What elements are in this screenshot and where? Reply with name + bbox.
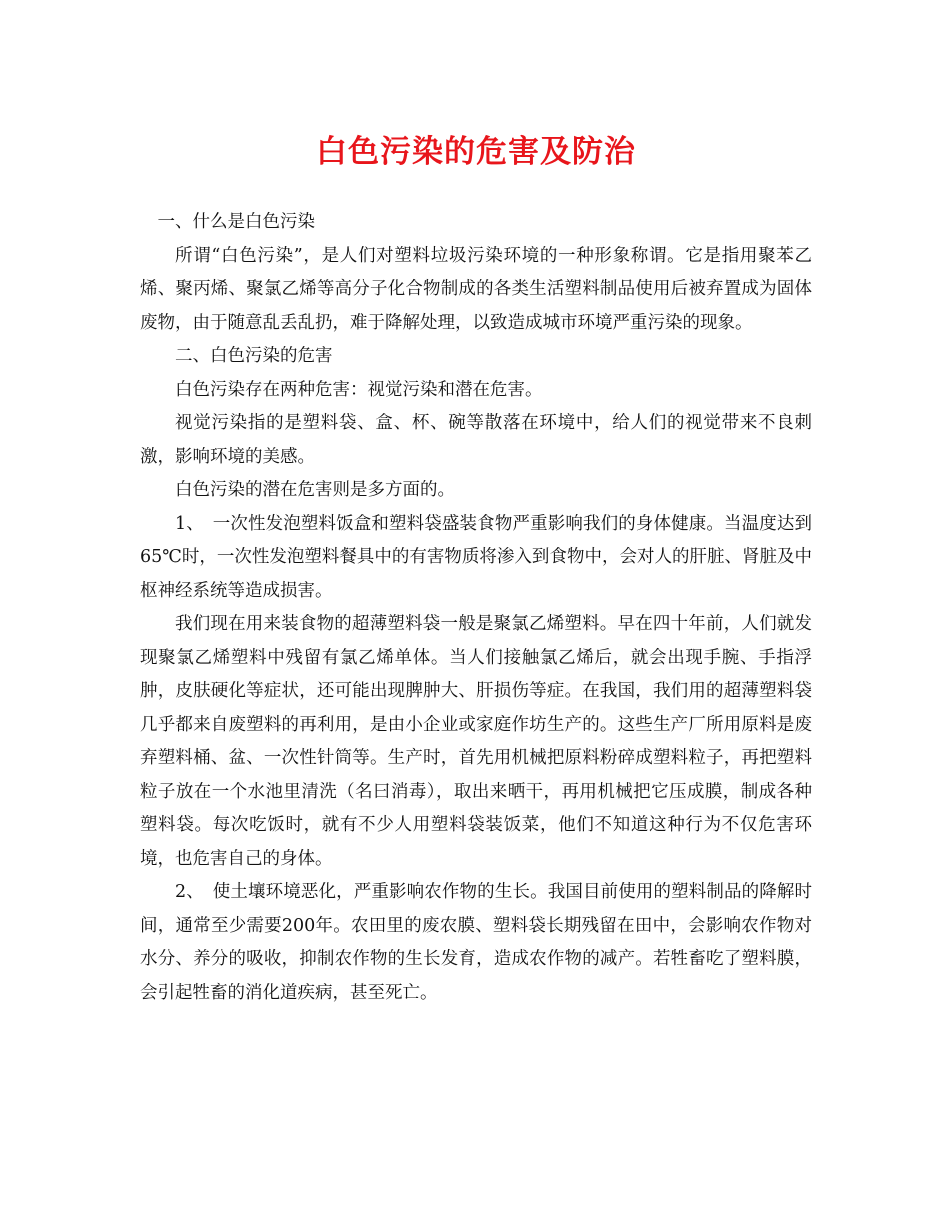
section-heading-harm: 二、白色污染的危害 [175, 346, 333, 366]
paragraph-potential-harm: 白色污染的潜在危害则是多方面的。 [175, 480, 455, 500]
document-page [140, 0, 812, 1010]
paragraph-plastic-bags: 我们现在用来装食物的超薄塑料袋一般是聚氯乙烯塑料。早在四十年前，人们就发现聚氯乙烯塑料中残留有氯乙烯单体。当人们接触氯乙烯后，就会出现手腕、手指浮肿，皮肤硬化等症状，还可能出现脾肿大、肝损伤等症。在我国，我们用的超薄塑料袋几乎都来自废塑料的再利用，是由小企业或家庭作坊生产的。这些生产厂所用原料是废弃塑料桶、盆、一次性针筒等。生产时，首先用机械把原料粉碎成塑料粒子，再把塑料粒子放在一个水池里清洗（名曰消毒），取出来晒干，再用机械把它压成膜，制成各种塑料袋。每次吃饭时，就有不少人用塑料袋装饭菜，他们不知道这种行为不仅危害环境，也危害自己的身体。 [140, 614, 812, 869]
paragraph-visual-pollution: 视觉污染指的是塑料袋、盒、杯、碗等散落在环境中，给人们的视觉带来不良刺激，影响环境的美感。 [140, 413, 812, 467]
paragraph-definition: 所谓“白色污染”，是人们对塑料垃圾污染环境的一种形象称谓。它是指用聚苯乙烯、聚丙烯、聚氯乙烯等高分子化合物制成的各类生活塑料制品使用后被弃置成为固体废物，由于随意乱丢乱扔，难于降解处理，以致造成城市环境严重污染的现象。 [140, 245, 812, 333]
paragraph-item-1: 1、 一次性发泡塑料饭盒和塑料袋盛装食物严重影响我们的身体健康。当温度达到65℃时，一次性发泡塑料餐具中的有害物质将渗入到食物中，会对人的肝脏、肾脏及中枢神经系统等造成损害。 [140, 513, 812, 601]
section-heading-what-is: 一、什么是白色污染 [157, 212, 315, 232]
document-body [140, 206, 812, 1010]
paragraph-item-2: 2、 使土壤环境恶化，严重影响农作物的生长。我国目前使用的塑料制品的降解时间，通常至少需要200年。农田里的废农膜、塑料袋长期残留在田中，会影响农作物对水分、养分的吸收，抑制农作物的生长发育，造成农作物的减产。若牲畜吃了塑料膜，会引起牲畜的消化道疾病，甚至死亡。 [140, 882, 812, 1003]
document-title: 白色污染的危害及防治 [316, 134, 636, 170]
paragraph-two-harms: 白色污染存在两种危害：视觉污染和潜在危害。 [175, 379, 543, 400]
